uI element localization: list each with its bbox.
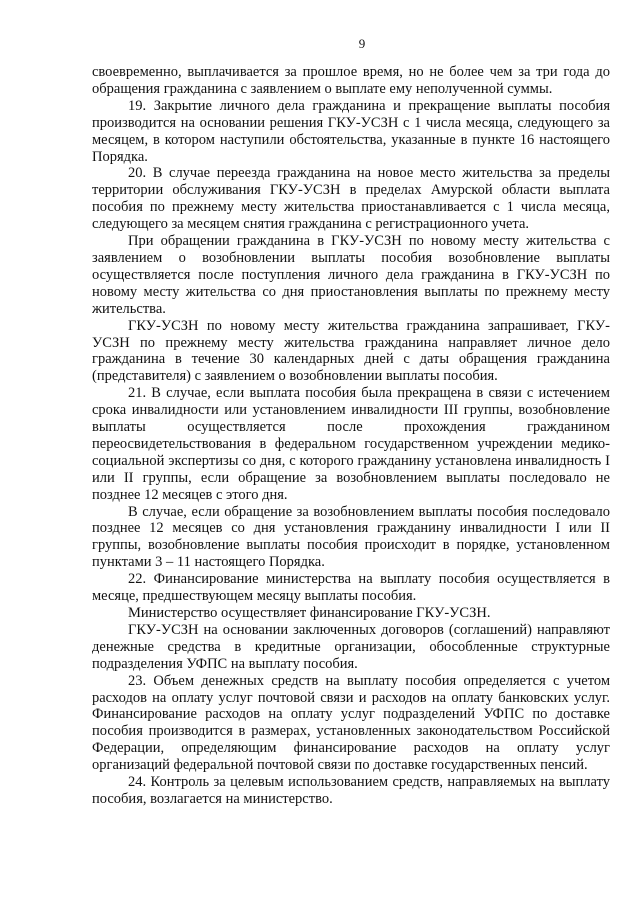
- paragraph-funds-transfer: ГКУ-УСЗН на основании заключенных договоров (соглашений) направляют денежные средства в кредитные организации, обособленные структурные подразделения УФПС на выплату пособия.: [92, 621, 610, 672]
- paragraph-item-20: 20. В случае переезда гражданина на новое место жительства за пределы территории обслуживания ГКУ-УСЗН в пределах Амурской области выплата пособия по прежнему месту жительства приостанавливается с 1 числа месяца, следующего за месяцем снятия гражданина с регистрационного учета.: [92, 165, 610, 233]
- document-body: [92, 64, 610, 808]
- paragraph-late-application: В случае, если обращение за возобновлением выплаты пособия последовало позднее 12 месяцев со дня установления гражданину инвалидности I или II группы, возобновление выплаты пособия происходит в порядке, установленном пунктами 3 – 11 настоящего Порядка.: [92, 503, 610, 571]
- paragraph-continuation: своевременно, выплачивается за прошлое время, но не более чем за три года до обращения гражданина с заявлением о выплате ему неполученной суммы.: [92, 64, 610, 97]
- page-number: 9: [358, 36, 366, 51]
- paragraph-item-22: 22. Финансирование министерства на выплату пособия осуществляется в месяце, предшествующем месяцу выплаты пособия.: [92, 571, 610, 605]
- paragraph-new-residence-application: При обращении гражданина в ГКУ-УСЗН по новому месту жительства с заявлением о возобновлении выплаты пособия возобновление выплаты осуществляется после поступления личного дела гражданина в ГКУ-УСЗН по новому месту жительства со дня приостановления выплаты по прежнему месту жительства.: [92, 233, 610, 317]
- paragraph-item-21: 21. В случае, если выплата пособия была прекращена в связи с истечением срока инвалидности или установлением инвалидности III группы, возобновление выплаты осуществляется после прохождения гражданином переосвидетельствования в федеральном государственном учреждении медико-социальной экспертизы со дня, с которого гражданину установлена инвалидность I или II группы, если обращение за возобновлением выплаты последовало не позднее 12 месяцев с этого дня.: [92, 385, 610, 503]
- paragraph-item-19: 19. Закрытие личного дела гражданина и прекращение выплаты пособия производится на основании решения ГКУ-УСЗН с 1 числа месяца, следующего за месяцем, в котором наступили обстоятельства, указанные в пункте 16 настоящего Порядка.: [92, 97, 610, 165]
- paragraph-item-24: 24. Контроль за целевым использованием средств, направляемых на выплату пособия, возлагается на министерство.: [92, 774, 610, 807]
- paragraph-ministry-financing: Министерство осуществляет финансирование ГКУ-УСЗН.: [128, 605, 491, 621]
- paragraph-item-23: 23. Объем денежных средств на выплату пособия определяется с учетом расходов на оплату услуг почтовой связи и расходов на оплату банковских услуг. Финансирование расходов на оплату услуг подразделений УФПС по доставке пособия производится в размерах, установленных законодательством Российской Федерации, определяющим финансирование расходов на оплату услуг организаций федеральной почтовой связи по доставке государственных пенсий.: [92, 672, 610, 774]
- paragraph-file-transfer: ГКУ-УСЗН по новому месту жительства гражданина запрашивает, ГКУ-УСЗН по прежнему месту жительства гражданина направляет личное дело гражданина в течение 30 календарных дней с даты обращения гражданина (представителя) с заявлением о возобновлении выплаты пособия.: [92, 317, 610, 385]
